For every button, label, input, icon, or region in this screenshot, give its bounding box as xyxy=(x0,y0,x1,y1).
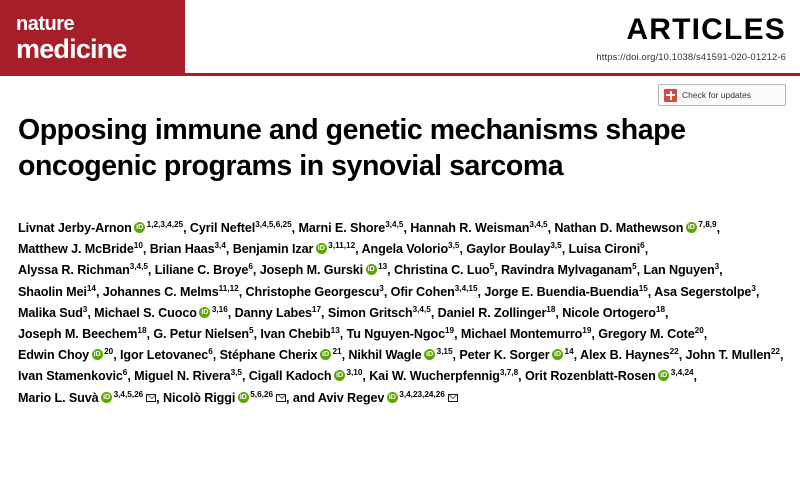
author-separator: , xyxy=(403,221,411,235)
orcid-icon[interactable] xyxy=(238,392,249,403)
author-separator: , xyxy=(341,348,349,363)
author-affiliation-marker: 3,15 xyxy=(436,347,453,357)
author-name: Luisa Cironi xyxy=(568,242,641,257)
crossmark-icon xyxy=(664,89,677,102)
author-separator: , xyxy=(291,221,299,235)
author-separator: , xyxy=(716,221,720,235)
doi-link[interactable]: https://doi.org/10.1038/s41591-020-01212-6 xyxy=(596,51,786,63)
author-entry[interactable] xyxy=(598,327,704,341)
author-separator: , xyxy=(719,263,723,278)
author-entry[interactable] xyxy=(18,285,96,299)
author-conjunction: and xyxy=(292,390,318,405)
author-separator: , xyxy=(339,327,347,342)
author-affiliation-marker: 3 xyxy=(751,283,756,293)
author-affiliation-marker: 13 xyxy=(330,325,340,335)
author-name: Alyssa R. Richman xyxy=(18,263,130,278)
author-affiliation-marker: 3,4,5,6,25 xyxy=(255,219,292,229)
author-name: G. Petur Nielsen xyxy=(153,327,249,342)
author-affiliation-marker: 3 xyxy=(379,283,384,293)
author-affiliation-marker: 14 xyxy=(86,283,96,293)
author-affiliation-marker: 3,10 xyxy=(346,368,363,378)
author-entry[interactable] xyxy=(525,369,694,383)
author-entry[interactable] xyxy=(347,327,455,341)
journal-logo-nature: nature xyxy=(16,12,75,35)
author-affiliation-marker: 15 xyxy=(638,283,648,293)
author-affiliation-marker: 3 xyxy=(714,262,720,272)
author-name: Matthew J. McBride xyxy=(18,242,134,257)
author-entry[interactable] xyxy=(484,285,647,299)
author-affiliation-marker: 3,5 xyxy=(230,368,242,378)
author-name: Michael Montemurro xyxy=(460,327,583,342)
author-entry[interactable] xyxy=(562,306,665,320)
author-entry[interactable] xyxy=(18,327,147,341)
author-separator: , xyxy=(238,284,246,299)
author-separator: , xyxy=(555,305,563,320)
author-affiliation-marker: 19 xyxy=(582,325,592,335)
orcid-icon[interactable] xyxy=(101,392,112,403)
author-entry[interactable] xyxy=(438,306,556,320)
author-affiliation-marker: 7,8,9 xyxy=(698,219,717,229)
author-affiliation-marker: 5 xyxy=(489,262,495,272)
author-entry[interactable] xyxy=(391,285,478,299)
author-name: Edwin Choy xyxy=(18,348,90,363)
author-separator: , xyxy=(755,284,760,299)
author-entry[interactable] xyxy=(459,348,573,362)
author-affiliation-marker: 5 xyxy=(632,262,637,272)
author-name: Nathan D. Mathewson xyxy=(554,221,684,235)
author-separator: , xyxy=(644,242,649,257)
author-affiliation-marker: 3,5 xyxy=(550,241,562,251)
author-name: Nikhil Wagle xyxy=(348,348,422,363)
author-affiliation-marker: 11,12 xyxy=(218,283,239,293)
author-affiliation-marker: 3 xyxy=(82,304,88,314)
author-entry[interactable] xyxy=(18,369,127,383)
author-entry[interactable] xyxy=(298,221,403,235)
author-name: Ofir Cohen xyxy=(390,284,455,299)
author-separator: , xyxy=(127,369,135,384)
author-entry[interactable] xyxy=(134,369,242,383)
author-name: Ravindra Mylvaganam xyxy=(501,263,633,278)
author-separator: , xyxy=(561,242,569,257)
header-divider xyxy=(185,73,800,76)
author-list xyxy=(18,218,784,409)
author-separator: , xyxy=(252,263,260,278)
author-separator: , xyxy=(454,327,461,342)
author-separator: , xyxy=(87,305,95,320)
author-entry[interactable] xyxy=(120,348,213,362)
author-entry[interactable] xyxy=(501,263,637,277)
author-name: Nicole Ortogero xyxy=(562,305,656,320)
author-separator: , xyxy=(321,305,328,320)
author-affiliation-marker: 3,5 xyxy=(448,241,460,251)
author-affiliation-marker: 6 xyxy=(248,262,253,272)
author-separator: , xyxy=(142,242,150,257)
author-separator: , xyxy=(573,348,580,363)
author-name: Gregory M. Cote xyxy=(598,327,695,342)
author-separator: , xyxy=(678,348,686,363)
orcid-icon[interactable] xyxy=(320,349,331,360)
author-entry[interactable] xyxy=(643,263,719,277)
author-name: Benjamin Izar xyxy=(232,242,314,257)
author-name: Christophe Georgescu xyxy=(245,284,380,299)
author-affiliation-marker: 5 xyxy=(249,325,254,335)
author-name: Nicolò Riggi xyxy=(162,390,236,405)
author-entry[interactable] xyxy=(18,263,148,277)
author-affiliation-marker: 3,4,5 xyxy=(129,262,148,272)
author-affiliation-marker: 1,2,3,4,25 xyxy=(146,219,184,229)
orcid-icon[interactable] xyxy=(366,264,377,275)
orcid-icon[interactable] xyxy=(134,222,145,233)
author-entry[interactable] xyxy=(94,306,228,320)
author-entry[interactable] xyxy=(18,348,113,362)
author-entry[interactable] xyxy=(233,242,355,256)
author-entry[interactable] xyxy=(654,285,756,299)
author-separator: , xyxy=(703,327,708,342)
author-name: Simon Gritsch xyxy=(327,305,413,320)
author-name: Livnat Jerby-Arnon xyxy=(18,221,132,235)
author-affiliation-marker: 19 xyxy=(445,325,455,335)
author-name: Ivan Chebib xyxy=(260,327,331,342)
author-name: Hannah R. Weisman xyxy=(410,221,530,235)
author-separator: , xyxy=(253,327,261,342)
author-separator: , xyxy=(212,348,220,363)
author-name: Aviv Regev xyxy=(317,390,385,405)
author-name: Johannes C. Melms xyxy=(102,284,219,299)
author-name: Ivan Stamenkovic xyxy=(18,369,123,384)
orcid-icon[interactable] xyxy=(334,370,345,381)
author-affiliation-marker: 3,11,12 xyxy=(328,241,356,251)
author-name: Christina C. Luo xyxy=(393,263,490,278)
author-separator: , xyxy=(665,305,669,320)
author-affiliation-marker: 20 xyxy=(694,325,704,335)
author-entry[interactable] xyxy=(163,391,286,405)
author-name: Igor Letovanec xyxy=(120,348,209,363)
author-affiliation-marker: 3,4,5 xyxy=(412,304,431,314)
author-entry[interactable] xyxy=(249,369,363,383)
author-separator: , xyxy=(147,263,155,278)
author-name: Liliane C. Broye xyxy=(154,263,249,278)
author-entry[interactable] xyxy=(18,306,87,320)
author-entry[interactable] xyxy=(369,369,518,383)
author-entry[interactable] xyxy=(18,221,183,235)
author-separator: , xyxy=(383,284,391,299)
page-title: Opposing immune and genetic mechanisms shape oncogenic programs in synovial sarcoma xyxy=(18,114,686,182)
check-for-updates-label: Check for updates xyxy=(682,90,751,100)
author-name: John T. Mullen xyxy=(685,348,771,363)
author-name: Cyril Neftel xyxy=(189,221,256,235)
author-entry[interactable] xyxy=(153,327,253,341)
author-affiliation-marker: 17 xyxy=(311,304,321,314)
orcid-icon[interactable] xyxy=(686,222,697,233)
author-separator: , xyxy=(477,284,485,299)
author-affiliation-marker: 3,16 xyxy=(211,304,228,314)
orcid-icon[interactable] xyxy=(92,349,103,360)
author-name: Joseph M. Beechem xyxy=(18,327,138,342)
author-separator: , xyxy=(286,390,293,405)
author-name: Tu Nguyen-Ngoc xyxy=(346,327,445,342)
journal-header xyxy=(0,0,800,76)
author-entry[interactable] xyxy=(155,263,253,277)
author-separator: , xyxy=(183,221,190,235)
author-name: Shaolin Mei xyxy=(18,284,87,299)
author-entry[interactable] xyxy=(466,242,561,256)
author-affiliation-marker: 18 xyxy=(137,325,147,335)
author-entry[interactable] xyxy=(348,348,452,362)
author-separator: , xyxy=(156,390,163,405)
author-entry[interactable] xyxy=(410,221,547,235)
author-entry[interactable] xyxy=(686,348,780,362)
author-separator: , xyxy=(779,348,784,363)
author-entry[interactable] xyxy=(103,285,239,299)
author-entry[interactable] xyxy=(362,242,460,256)
author-affiliation-marker: 3,7,8 xyxy=(499,368,519,378)
author-entry[interactable] xyxy=(580,348,679,362)
orcid-icon[interactable] xyxy=(316,243,327,254)
author-name: Asa Segerstolpe xyxy=(654,284,752,299)
author-affiliation-marker: 18 xyxy=(546,304,556,314)
author-separator: , xyxy=(113,348,120,363)
author-name: Joseph M. Gurski xyxy=(259,263,364,278)
author-name: Stéphane Cherix xyxy=(219,348,318,363)
author-name: Miguel N. Rivera xyxy=(134,369,231,384)
author-separator: , xyxy=(241,369,249,384)
author-name: Michael S. Cuoco xyxy=(94,305,197,320)
author-affiliation-marker: 3,4,24 xyxy=(670,368,694,378)
author-name: Gaylor Boulay xyxy=(466,242,551,257)
author-affiliation-marker: 3,4,5 xyxy=(385,219,404,229)
author-separator: , xyxy=(227,305,235,320)
author-separator: , xyxy=(430,305,438,320)
author-separator: , xyxy=(647,284,655,299)
author-entry[interactable] xyxy=(18,242,143,256)
email-icon[interactable] xyxy=(146,394,156,402)
author-name: Cigall Kadoch xyxy=(248,369,332,384)
orcid-icon[interactable] xyxy=(424,349,435,360)
author-name: Malika Sud xyxy=(18,305,83,320)
author-entry[interactable] xyxy=(190,221,292,235)
section-label: ARTICLES xyxy=(626,12,786,46)
author-affiliation-marker: 22 xyxy=(669,347,679,357)
author-name: Alex B. Haynes xyxy=(579,348,670,363)
author-affiliation-marker: 13 xyxy=(378,262,388,272)
author-entry[interactable] xyxy=(461,327,591,341)
author-separator: , xyxy=(459,242,467,257)
author-affiliation-marker: 10 xyxy=(133,241,143,251)
author-separator: , xyxy=(387,263,394,278)
author-separator: , xyxy=(146,327,154,342)
author-separator: , xyxy=(636,263,644,278)
author-name: Lan Nguyen xyxy=(643,263,715,278)
author-affiliation-marker: 3,4,23,24,26 xyxy=(399,389,445,399)
orcid-icon[interactable] xyxy=(387,392,398,403)
author-entry[interactable] xyxy=(260,327,339,341)
author-affiliation-marker: 3,4,5 xyxy=(529,219,548,229)
author-affiliation-marker: 18 xyxy=(655,304,665,314)
author-name: Daniel R. Zollinger xyxy=(437,305,547,320)
author-affiliation-marker: 3,4,5,26 xyxy=(113,389,144,399)
author-entry[interactable] xyxy=(220,348,342,362)
author-name: Brian Haas xyxy=(149,242,215,257)
author-entry[interactable] xyxy=(18,391,156,405)
email-icon[interactable] xyxy=(276,394,286,402)
author-name: Orit Rozenblatt-Rosen xyxy=(524,369,656,384)
author-affiliation-marker: 22 xyxy=(770,347,780,357)
author-name: Jorge E. Buendia-Buendia xyxy=(484,284,639,299)
author-affiliation-marker: 6 xyxy=(122,368,128,378)
email-icon[interactable] xyxy=(448,394,458,402)
author-affiliation-marker: 6 xyxy=(208,347,213,357)
author-entry[interactable] xyxy=(554,221,716,235)
author-separator: , xyxy=(362,369,370,384)
header-right xyxy=(185,0,800,76)
check-for-updates-badge[interactable] xyxy=(658,84,786,106)
author-name: Angela Volorio xyxy=(361,242,449,257)
author-separator: , xyxy=(355,242,362,257)
orcid-icon[interactable] xyxy=(199,307,210,318)
author-affiliation-marker: 3,4,15 xyxy=(454,283,478,293)
author-affiliation-marker: 20 xyxy=(104,347,114,357)
orcid-icon[interactable] xyxy=(552,349,563,360)
author-entry[interactable] xyxy=(569,242,645,256)
author-affiliation-marker: 6 xyxy=(640,241,645,251)
author-entry[interactable] xyxy=(235,306,321,320)
author-separator: , xyxy=(693,369,697,384)
author-separator: , xyxy=(225,242,233,257)
author-separator: , xyxy=(452,348,460,363)
orcid-icon[interactable] xyxy=(658,370,669,381)
author-entry[interactable] xyxy=(318,391,458,405)
author-separator: , xyxy=(547,221,555,235)
journal-logo[interactable] xyxy=(0,0,185,76)
author-affiliation-marker: 3,4 xyxy=(214,241,226,251)
author-entry[interactable] xyxy=(150,242,226,256)
journal-logo-medicine: medicine xyxy=(16,33,127,64)
author-separator: , xyxy=(591,327,599,342)
author-separator: , xyxy=(518,369,525,384)
author-name: Kai W. Wucherpfennig xyxy=(369,369,500,384)
author-entry[interactable] xyxy=(246,285,384,299)
author-entry[interactable] xyxy=(260,263,387,277)
author-separator: , xyxy=(95,284,103,299)
author-entry[interactable] xyxy=(328,306,431,320)
author-affiliation-marker: 21 xyxy=(332,347,342,357)
author-name: Danny Labes xyxy=(234,305,312,320)
author-affiliation-marker: 14 xyxy=(564,347,574,357)
author-name: Mario L. Suvà xyxy=(18,390,99,405)
author-separator: , xyxy=(494,263,502,278)
author-entry[interactable] xyxy=(394,263,494,277)
author-name: Peter K. Sorger xyxy=(459,348,550,363)
author-name: Marni E. Shore xyxy=(298,221,386,235)
author-affiliation-marker: 5,6,26 xyxy=(250,389,274,399)
